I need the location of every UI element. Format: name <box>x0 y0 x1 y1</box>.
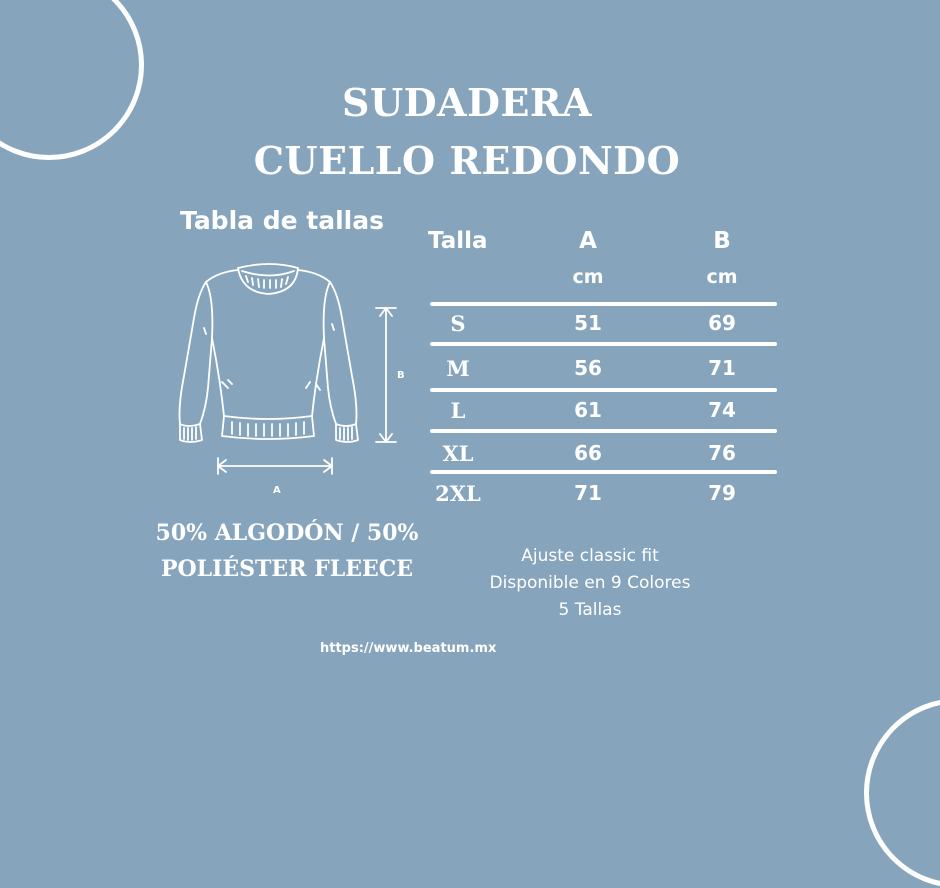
table-cell-size: L <box>450 398 466 423</box>
table-row <box>0 481 940 513</box>
table-row <box>0 398 940 430</box>
table-cell-size: S <box>450 311 466 336</box>
page-title-line-1: SUDADERA <box>342 80 592 125</box>
material-line-2: POLIÉSTER FLEECE <box>160 556 414 582</box>
table-header-size: Talla <box>428 228 488 254</box>
table-cell-size: 2XL <box>435 481 481 506</box>
table-unit-b: cm <box>706 266 738 288</box>
table-cell-b: 79 <box>708 481 736 505</box>
size-chart-heading: Tabla de tallas <box>179 206 384 235</box>
table-cell-a: 66 <box>574 441 602 465</box>
table-divider <box>430 388 777 392</box>
sizes-info: 5 Tallas <box>558 600 622 620</box>
table-cell-b: 74 <box>708 398 736 422</box>
table-cell-b: 71 <box>708 356 736 380</box>
table-unit-a: cm <box>572 266 604 288</box>
table-row <box>0 311 940 343</box>
table-row <box>0 356 940 388</box>
decorative-circle-bottom-right <box>864 698 940 888</box>
dimension-label-b: B <box>397 370 405 381</box>
colors-info: Disponible en 9 Colores <box>489 573 691 593</box>
table-cell-b: 76 <box>708 441 736 465</box>
dimension-label-a: A <box>273 485 281 496</box>
website-link[interactable]: https://www.beatum.mx <box>320 641 497 656</box>
table-cell-b: 69 <box>708 311 736 335</box>
page-title-line-2: CUELLO REDONDO <box>253 138 681 183</box>
table-cell-a: 61 <box>574 398 602 422</box>
table-cell-a: 56 <box>574 356 602 380</box>
table-cell-a: 71 <box>574 481 602 505</box>
table-header-a: A <box>579 228 597 254</box>
table-cell-a: 51 <box>574 311 602 335</box>
table-divider <box>430 302 777 306</box>
table-cell-size: XL <box>442 441 474 466</box>
table-cell-size: M <box>446 356 470 381</box>
fit-info: Ajuste classic fit <box>521 546 659 566</box>
table-row <box>0 441 940 473</box>
table-header-b: B <box>713 228 731 254</box>
material-line-1: 50% ALGODÓN / 50% <box>155 520 419 546</box>
